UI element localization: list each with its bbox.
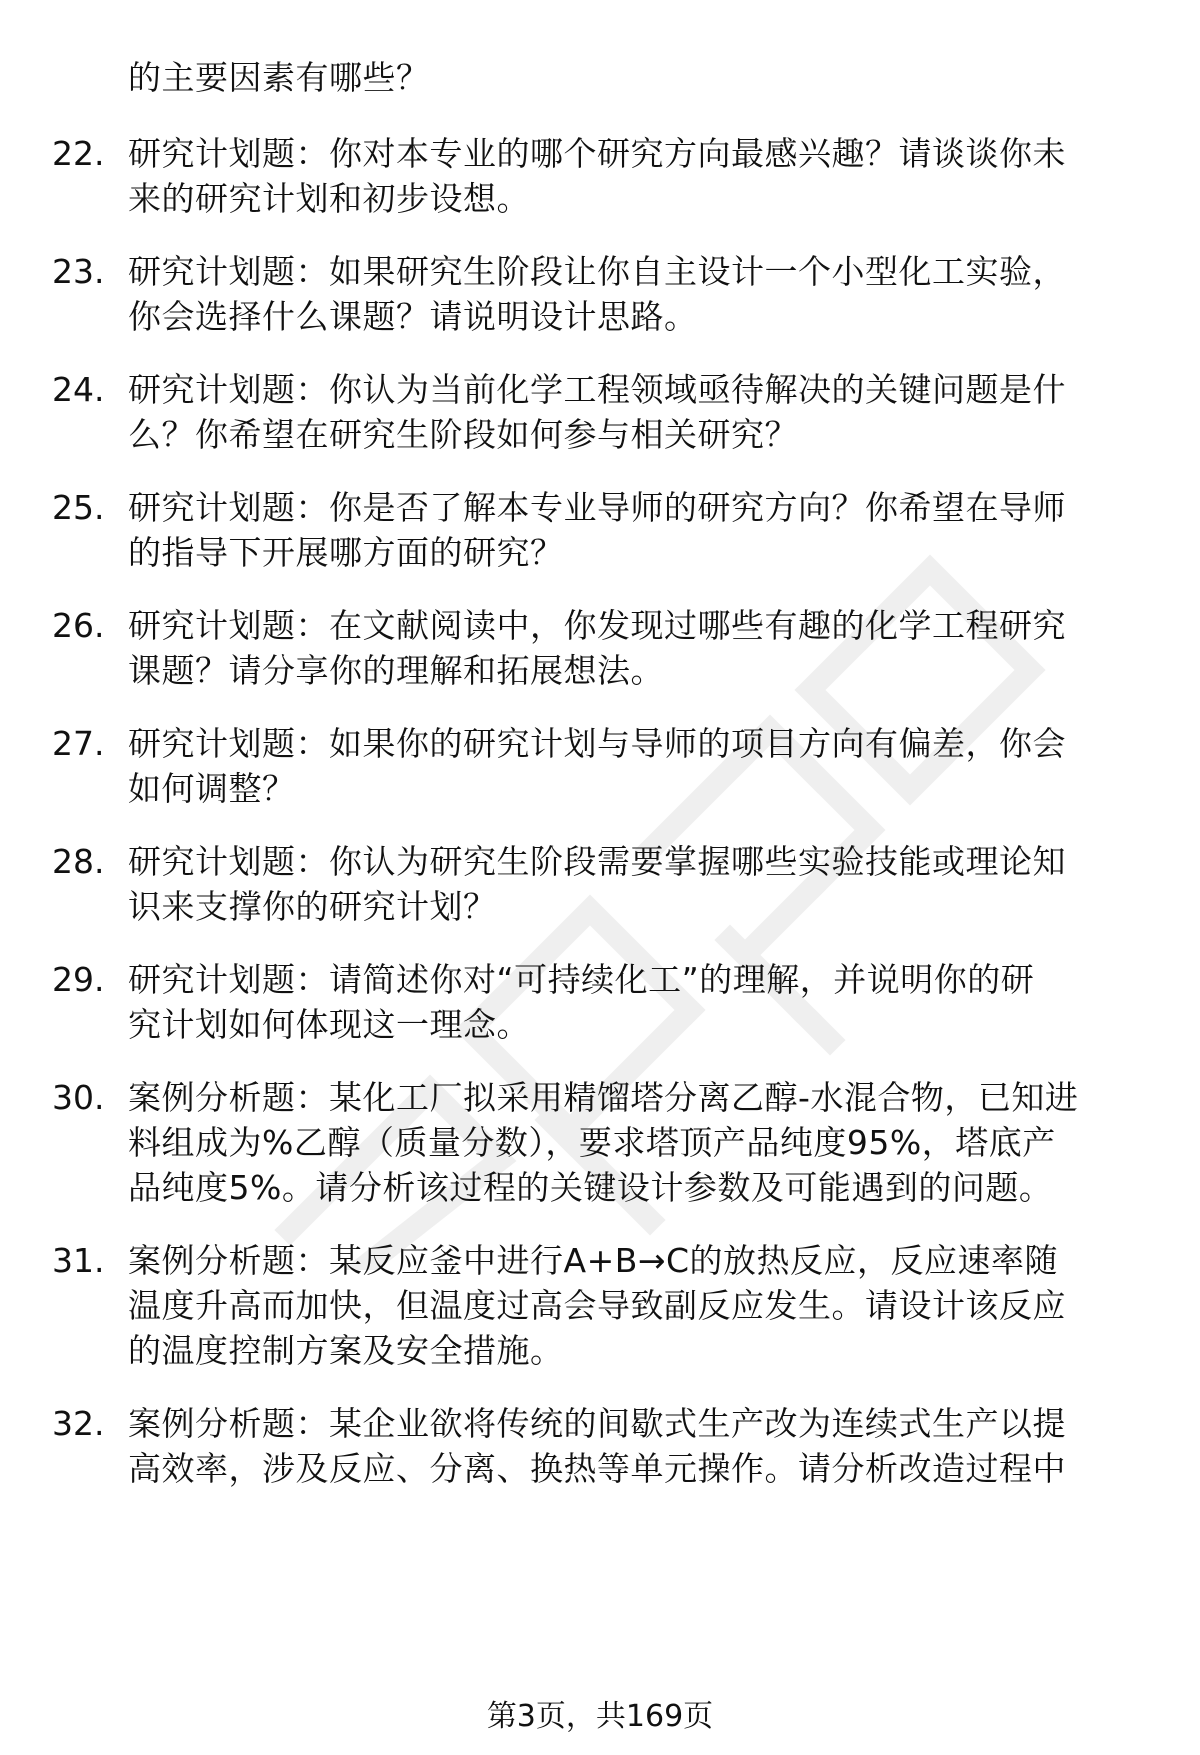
question-text-line: 研究计划题：请简述你对“可持续化工”的理解，并说明你的研 (128, 960, 1035, 999)
question-text-line: 你会选择什么课题？请说明设计思路。 (128, 297, 698, 336)
question-text-line: 研究计划题：你认为研究生阶段需要掌握哪些实验技能或理论知 (128, 842, 1066, 881)
question-number: 28. (52, 842, 105, 881)
question-text-line: 课题？请分享你的理解和拓展想法。 (128, 651, 664, 690)
question-text-line: 料组成为%乙醇（质量分数），要求塔顶产品纯度95%，塔底产 (128, 1123, 1056, 1162)
question-text-line: 案例分析题：某化工厂拟采用精馏塔分离乙醇-水混合物，已知进 (128, 1078, 1079, 1117)
question-text-line: 高效率，涉及反应、分离、换热等单元操作。请分析改造过程中 (128, 1449, 1066, 1488)
question-text-line: 案例分析题：某反应釜中进行A+B→C的放热反应，反应速率随 (128, 1241, 1059, 1280)
question-text-line: 的指导下开展哪方面的研究？ (128, 533, 564, 572)
question-number: 32. (52, 1404, 105, 1443)
question-text-line: 如何调整？ (128, 769, 296, 808)
question-text-line: 么？你希望在研究生阶段如何参与相关研究？ (128, 415, 798, 454)
question-number: 24. (52, 370, 105, 409)
question-text-line: 研究计划题：如果研究生阶段让你自主设计一个小型化工实验， (128, 252, 1066, 291)
question-text-line: 来的研究计划和初步设想。 (128, 179, 530, 218)
question-text-line: 研究计划题：你对本专业的哪个研究方向最感兴趣？请谈谈你未 (128, 134, 1066, 173)
question-number: 22. (52, 134, 105, 173)
question-text-line: 究计划如何体现这一理念。 (128, 1005, 530, 1044)
question-number: 23. (52, 252, 105, 291)
question-text-line: 研究计划题：你是否了解本专业导师的研究方向？你希望在导师 (128, 488, 1066, 527)
question-text-line: 的温度控制方案及安全措施。 (128, 1331, 564, 1370)
question-number: 25. (52, 488, 105, 527)
question-text-line: 案例分析题：某企业欲将传统的间歇式生产改为连续式生产以提 (128, 1404, 1066, 1443)
continuation-text: 的主要因素有哪些？ (128, 58, 430, 97)
question-text-line: 研究计划题：你认为当前化学工程领域亟待解决的关键问题是什 (128, 370, 1066, 409)
question-text-line: 研究计划题：在文献阅读中，你发现过哪些有趣的化学工程研究 (128, 606, 1066, 645)
page-number-footer: 第3页，共169页 (486, 1699, 714, 1734)
question-number: 26. (52, 606, 105, 645)
question-text-line: 品纯度5%。请分析该过程的关键设计参数及可能遇到的问题。 (128, 1168, 1053, 1207)
question-text-line: 温度升高而加快，但温度过高会导致副反应发生。请设计该反应 (128, 1286, 1066, 1325)
question-text-line: 识来支撑你的研究计划？ (128, 887, 497, 926)
question-number: 30. (52, 1078, 105, 1117)
question-text-line: 研究计划题：如果你的研究计划与导师的项目方向有偏差，你会 (128, 724, 1066, 763)
question-number: 27. (52, 724, 105, 763)
question-number: 31. (52, 1241, 105, 1280)
question-number: 29. (52, 960, 105, 999)
